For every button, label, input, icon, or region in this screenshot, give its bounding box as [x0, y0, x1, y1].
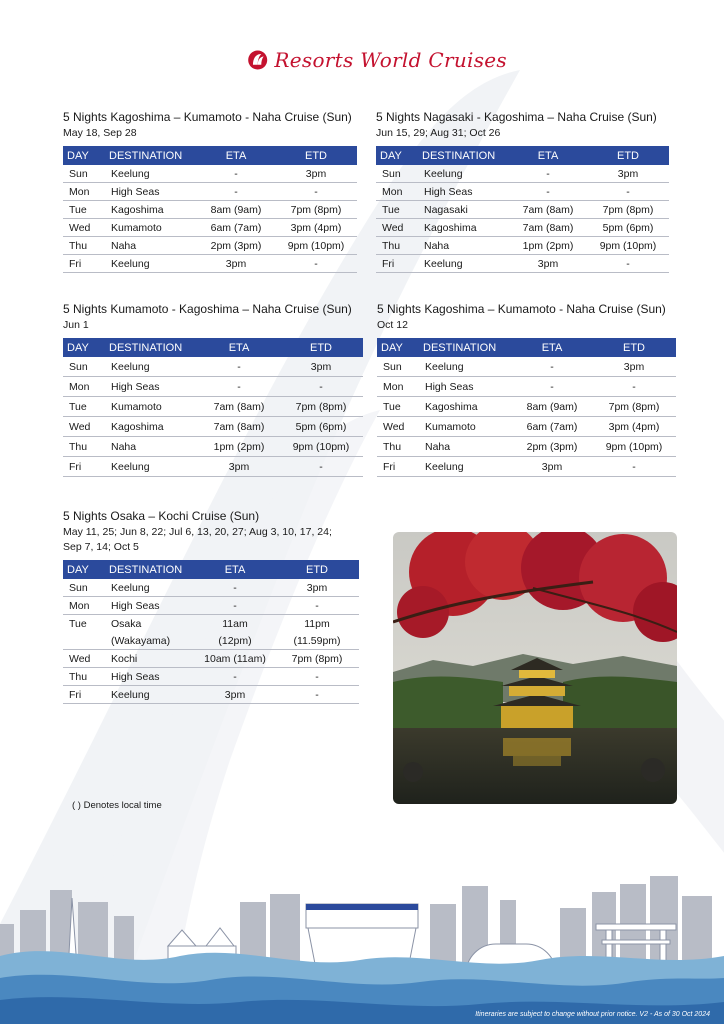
- itinerary-table: [376, 146, 669, 273]
- table-row: [63, 615, 359, 633]
- etd-cell: 5pm (6pm): [279, 417, 363, 437]
- eta-cell: 3pm: [199, 457, 279, 477]
- destination-cell: Keelung: [418, 255, 509, 273]
- col-etd-header: ETD: [592, 338, 676, 357]
- day-cell: Tue: [377, 397, 419, 417]
- day-cell: Fri: [63, 255, 105, 273]
- cruise-dates-continued: Sep 7, 14; Oct 5: [63, 541, 139, 553]
- destination-cell: High Seas: [105, 183, 197, 201]
- cruise-block-4: [377, 302, 676, 477]
- etd-cell: 7pm (8pm): [275, 650, 359, 668]
- day-cell: Thu: [63, 237, 105, 255]
- destination-cell: Naha: [418, 237, 509, 255]
- destination-cell: High Seas: [105, 668, 195, 686]
- cruise-dates: May 18, Sep 28: [63, 127, 137, 139]
- day-cell: Wed: [376, 219, 418, 237]
- eta-cell: -: [509, 183, 587, 201]
- cruise-title: 5 Nights Kumamoto - Kagoshima – Naha Cruise (Sun): [63, 302, 352, 316]
- table-row: [377, 417, 676, 437]
- table-row: [377, 377, 676, 397]
- etd-cell: -: [587, 255, 669, 273]
- table-row: [63, 183, 357, 201]
- eta-cell: 7am (8am): [509, 201, 587, 219]
- eta-cell: -: [509, 165, 587, 183]
- table-row: [63, 437, 363, 457]
- skyline-footer-illustration: [0, 860, 724, 1024]
- col-etd-header: ETD: [279, 338, 363, 357]
- day-cell: Fri: [376, 255, 418, 273]
- eta-cell: -: [512, 377, 592, 397]
- table-row: [63, 237, 357, 255]
- destination-cell: Naha: [105, 237, 197, 255]
- destination-cell: Kumamoto: [419, 417, 512, 437]
- day-cell: Mon: [376, 183, 418, 201]
- col-destination-header: DESTINATION: [105, 560, 195, 579]
- cruise-block-5: [63, 509, 359, 704]
- eta-cell: 3pm: [197, 255, 275, 273]
- itinerary-table: [63, 146, 357, 273]
- etd-cell: 5pm (6pm): [587, 219, 669, 237]
- destination-cell: Keelung: [418, 165, 509, 183]
- table-row: [376, 237, 669, 255]
- cruise-title: 5 Nights Osaka – Kochi Cruise (Sun): [63, 509, 260, 523]
- destination-cell: Kochi: [105, 650, 195, 668]
- etd-cell: -: [275, 686, 359, 704]
- etd-cell: 3pm: [279, 357, 363, 377]
- col-eta-header: ETA: [509, 146, 587, 165]
- brand-emblem-icon: [247, 42, 268, 78]
- day-cell: Mon: [377, 377, 419, 397]
- destination-cell: High Seas: [105, 377, 199, 397]
- destination-cell: High Seas: [418, 183, 509, 201]
- brand-logo: [247, 40, 507, 80]
- day-cell: [63, 632, 105, 650]
- destination-cell: Keelung: [105, 457, 199, 477]
- eta-cell: 11am: [222, 617, 248, 630]
- itinerary-table: [63, 338, 363, 477]
- table-row: [63, 201, 357, 219]
- destination-cell: Nagasaki: [418, 201, 509, 219]
- cruise-dates: Jun 1: [63, 319, 89, 331]
- etd-cell: -: [275, 597, 359, 615]
- col-day-header: DAY: [376, 146, 418, 165]
- etd-cell: -: [592, 377, 676, 397]
- etd-cell: 3pm: [275, 165, 357, 183]
- destination-cell: Keelung: [419, 457, 512, 477]
- cruise-block-1: [63, 110, 357, 273]
- etd-cell: 9pm (10pm): [279, 437, 363, 457]
- col-day-header: DAY: [63, 560, 105, 579]
- day-cell: Tue: [69, 617, 87, 630]
- eta-cell: 10am (11am): [195, 650, 275, 668]
- etd-cell: 9pm (10pm): [275, 237, 357, 255]
- day-cell: Sun: [63, 165, 105, 183]
- eta-cell: -: [512, 357, 592, 377]
- eta-cell: 6am (7am): [512, 417, 592, 437]
- eta-cell: 2pm (3pm): [197, 237, 275, 255]
- cruise-title: 5 Nights Kagoshima – Kumamoto - Naha Cruise (Sun): [63, 110, 352, 124]
- destination-cell: Kumamoto: [105, 397, 199, 417]
- day-cell: Tue: [376, 201, 418, 219]
- day-cell: Sun: [377, 357, 419, 377]
- itinerary-table: [377, 338, 676, 477]
- table-row: [63, 397, 363, 417]
- etd-cell: -: [587, 183, 669, 201]
- destination-cell: Naha: [105, 437, 199, 457]
- day-cell: Fri: [63, 686, 105, 704]
- col-destination-header: DESTINATION: [418, 146, 509, 165]
- day-cell: Fri: [377, 457, 419, 477]
- day-cell: Sun: [376, 165, 418, 183]
- table-row: [63, 357, 363, 377]
- eta-cell: -: [195, 597, 275, 615]
- day-cell: Mon: [63, 597, 105, 615]
- etd-cell: -: [275, 668, 359, 686]
- col-eta-header: ETA: [195, 560, 275, 579]
- table-row: [63, 457, 363, 477]
- eta-cell: -: [199, 377, 279, 397]
- col-etd-header: ETD: [587, 146, 669, 165]
- table-row: [63, 650, 359, 668]
- eta-cell: 3pm: [509, 255, 587, 273]
- eta-cell: -: [197, 165, 275, 183]
- golden-pavilion-illustration: [393, 532, 677, 804]
- table-row: [63, 377, 363, 397]
- etd-cell: 7pm (8pm): [592, 397, 676, 417]
- etd-cell: -: [279, 377, 363, 397]
- eta-cell: 2pm (3pm): [512, 437, 592, 457]
- destination-cell: Keelung: [105, 255, 197, 273]
- day-cell: Wed: [377, 417, 419, 437]
- eta-cell: 7am (8am): [509, 219, 587, 237]
- disclaimer-text: Itineraries are subject to change without prior notice. V2 - As of 30 Oct 2024: [475, 1011, 710, 1018]
- eta-cell: 7am (8am): [199, 397, 279, 417]
- destination-cell: Osaka: [111, 617, 142, 630]
- cruise-block-2: [376, 110, 669, 273]
- col-eta-header: ETA: [197, 146, 275, 165]
- table-row: [63, 417, 363, 437]
- etd-cell: -: [275, 183, 357, 201]
- cruise-dates: May 11, 25; Jun 8, 22; Jul 6, 13, 20, 27; Aug 3, 10, 17, 24;: [63, 526, 332, 538]
- destination-cell: Keelung: [105, 686, 195, 704]
- col-etd-header: ETD: [275, 146, 357, 165]
- day-cell: Wed: [63, 219, 105, 237]
- etd-cell: 3pm (4pm): [592, 417, 676, 437]
- day-cell: Sun: [63, 357, 105, 377]
- table-row: [63, 255, 357, 273]
- etd-cell: 3pm: [587, 165, 669, 183]
- local-time-note: ( ) Denotes local time: [72, 800, 162, 811]
- etd-cell: 9pm (10pm): [587, 237, 669, 255]
- destination-cell: High Seas: [105, 597, 195, 615]
- table-row: [377, 437, 676, 457]
- day-cell: Tue: [63, 397, 105, 417]
- table-row: [377, 457, 676, 477]
- day-cell: Fri: [63, 457, 105, 477]
- eta-cell: 8am (9am): [197, 201, 275, 219]
- day-cell: Thu: [63, 668, 105, 686]
- day-cell: Mon: [63, 377, 105, 397]
- destination-cell: Keelung: [105, 579, 195, 597]
- destination-cell: High Seas: [419, 377, 512, 397]
- col-day-header: DAY: [377, 338, 419, 357]
- destination-cell: Keelung: [419, 357, 512, 377]
- col-etd-header: ETD: [275, 560, 359, 579]
- destination-cell: Kumamoto: [105, 219, 197, 237]
- col-day-header: DAY: [63, 338, 105, 357]
- etd-cell: 7pm (8pm): [279, 397, 363, 417]
- etd-cell: (11.59pm): [275, 632, 359, 650]
- eta-cell: -: [195, 579, 275, 597]
- table-row: [376, 183, 669, 201]
- table-row: [63, 219, 357, 237]
- day-cell: Wed: [63, 417, 105, 437]
- day-cell: Sun: [63, 579, 105, 597]
- eta-cell: -: [195, 668, 275, 686]
- etd-cell: 3pm: [275, 579, 359, 597]
- table-row: [377, 357, 676, 377]
- eta-cell: 3pm: [195, 686, 275, 704]
- etd-cell: 11pm: [304, 617, 330, 630]
- day-cell: Thu: [377, 437, 419, 457]
- destination-cell: Kagoshima: [419, 397, 512, 417]
- eta-cell: 8am (9am): [512, 397, 592, 417]
- etd-cell: 3pm (4pm): [275, 219, 357, 237]
- cruise-title: 5 Nights Nagasaki - Kagoshima – Naha Cruise (Sun): [376, 110, 657, 124]
- cruise-dates: Oct 12: [377, 319, 408, 331]
- destination-cell: Keelung: [105, 357, 199, 377]
- destination-cell: Kagoshima: [418, 219, 509, 237]
- etd-cell: 3pm: [592, 357, 676, 377]
- col-destination-header: DESTINATION: [105, 338, 199, 357]
- table-row: [376, 219, 669, 237]
- day-cell: Thu: [376, 237, 418, 255]
- table-row: [376, 255, 669, 273]
- destination-cell: Kagoshima: [105, 417, 199, 437]
- eta-cell: -: [197, 183, 275, 201]
- table-row: [377, 397, 676, 417]
- eta-cell: 1pm (2pm): [199, 437, 279, 457]
- table-row: [63, 165, 357, 183]
- cruise-block-3: [63, 302, 363, 477]
- destination-cell: Keelung: [105, 165, 197, 183]
- destination-cell: Kagoshima: [105, 201, 197, 219]
- itinerary-table: [63, 560, 359, 704]
- day-cell: Wed: [63, 650, 105, 668]
- eta-cell: -: [199, 357, 279, 377]
- eta-cell: (12pm): [195, 632, 275, 650]
- table-row: [63, 579, 359, 597]
- etd-cell: 9pm (10pm): [592, 437, 676, 457]
- eta-cell: 6am (7am): [197, 219, 275, 237]
- cruise-dates: Jun 15, 29; Aug 31; Oct 26: [376, 127, 501, 139]
- table-row: [63, 597, 359, 615]
- destination-cell: (Wakayama): [105, 632, 195, 650]
- eta-cell: 1pm (2pm): [509, 237, 587, 255]
- col-day-header: DAY: [63, 146, 105, 165]
- col-destination-header: DESTINATION: [105, 146, 197, 165]
- etd-cell: -: [592, 457, 676, 477]
- table-row: [63, 668, 359, 686]
- etd-cell: 7pm (8pm): [587, 201, 669, 219]
- eta-cell: 7am (8am): [199, 417, 279, 437]
- etd-cell: -: [275, 255, 357, 273]
- day-cell: Thu: [63, 437, 105, 457]
- col-eta-header: ETA: [199, 338, 279, 357]
- cruise-title: 5 Nights Kagoshima – Kumamoto - Naha Cruise (Sun): [377, 302, 666, 316]
- col-eta-header: ETA: [512, 338, 592, 357]
- day-cell: Tue: [63, 201, 105, 219]
- table-row: [63, 686, 359, 704]
- etd-cell: -: [279, 457, 363, 477]
- table-row: [376, 201, 669, 219]
- temple-photo: [393, 532, 677, 804]
- col-destination-header: DESTINATION: [419, 338, 512, 357]
- table-row: [376, 165, 669, 183]
- table-row-continued: [63, 632, 359, 650]
- brand-name: Resorts World Cruises: [274, 48, 507, 72]
- etd-cell: 7pm (8pm): [275, 201, 357, 219]
- destination-cell: Naha: [419, 437, 512, 457]
- day-cell: Mon: [63, 183, 105, 201]
- eta-cell: 3pm: [512, 457, 592, 477]
